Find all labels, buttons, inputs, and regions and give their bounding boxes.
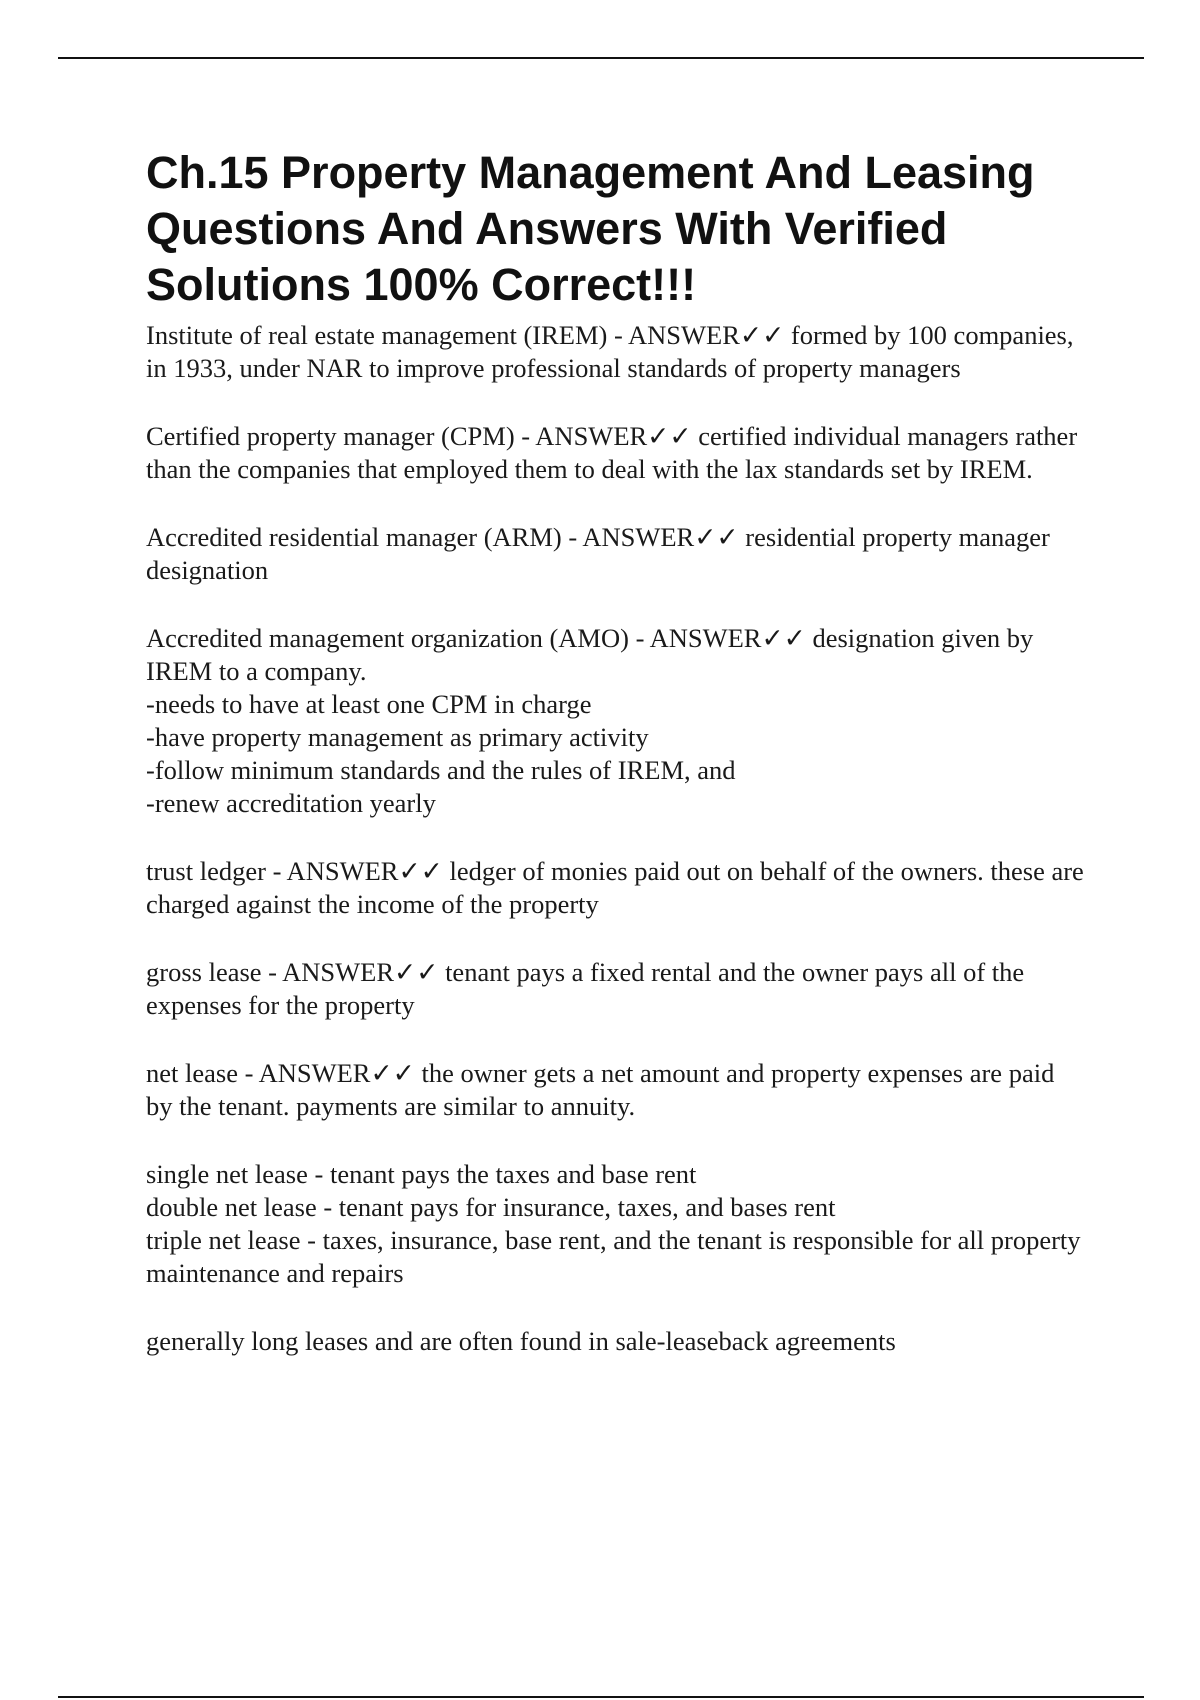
qa-entry-arm: Accredited residential manager (ARM) - ANSWER✓✓ residential property manager designation — [146, 522, 1050, 585]
top-rule — [58, 57, 1144, 59]
qa-entry-cpm: Certified property manager (CPM) - ANSWER✓✓ certified individual managers rather than the companies that employed them to deal with the lax standards set by IREM. — [146, 421, 1078, 484]
document-body — [146, 145, 1086, 1393]
qa-list — [146, 319, 1086, 1358]
bottom-rule — [58, 1696, 1144, 1698]
qa-entry-irem: Institute of real estate management (IREM) - ANSWER✓✓ formed by 100 companies, in 1933, under NAR to improve professional standards of property managers — [146, 320, 1074, 383]
qa-entry-net-lease-types: single net lease - tenant pays the taxes and base rent double net lease - tenant pays for insurance, taxes, and bases rent triple net lease - taxes, insurance, base rent, and the tenant is responsible for all property maintenance and repairs — [146, 1159, 1081, 1288]
qa-entry-net-lease: net lease - ANSWER✓✓ the owner gets a net amount and property expenses are paid by the tenant. payments are similar to annuity. — [146, 1058, 1055, 1121]
qa-entry-amo: Accredited management organization (AMO) - ANSWER✓✓ designation given by IREM to a company. -needs to have at least one CPM in charge -have property management as primary activity -follow minimum standards and the rules of IREM, and -renew accreditation yearly — [146, 623, 1034, 818]
qa-entry-gross-lease: gross lease - ANSWER✓✓ tenant pays a fixed rental and the owner pays all of the expenses for the property — [146, 957, 1025, 1020]
document-title: Ch.15 Property Management And Leasing Questions And Answers With Verified Solutions 100% Correct!!! — [146, 147, 1035, 310]
qa-entry-trust-ledger: trust ledger - ANSWER✓✓ ledger of monies paid out on behalf of the owners. these are charged against the income of the property — [146, 856, 1084, 919]
qa-entry-net-lease-note: generally long leases and are often found in sale-leaseback agreements — [146, 1326, 896, 1356]
